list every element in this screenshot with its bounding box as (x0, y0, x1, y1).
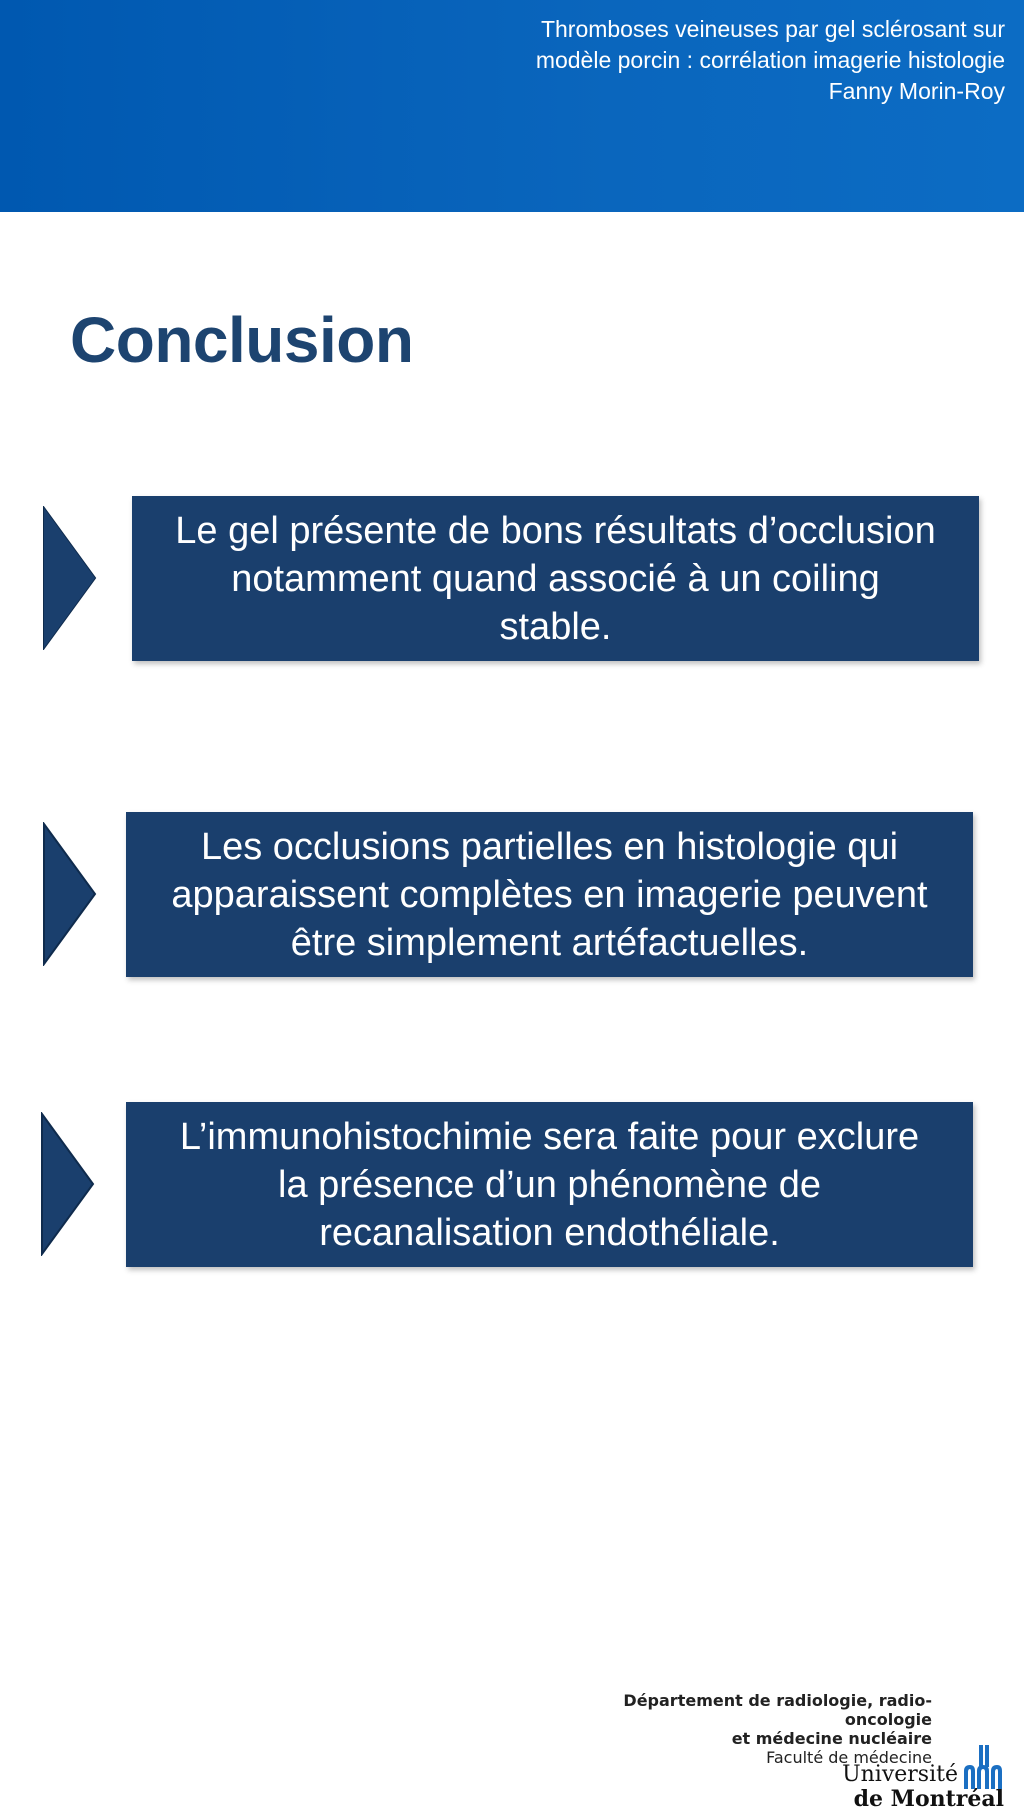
department-line-2: et médecine nucléaire (731, 1729, 932, 1748)
chevron-right-icon (41, 822, 97, 966)
department-info (574, 1691, 932, 1767)
chevron-right-icon (41, 506, 97, 650)
point-3-line-1: L’immunohistochimie sera faite pour exclure (179, 1115, 920, 1158)
conclusion-point-1 (132, 496, 979, 661)
page-title: Conclusion (70, 304, 414, 376)
conclusion-point-2 (126, 812, 973, 977)
point-2-line-2: apparaissent complètes en imagerie peuvent (171, 873, 928, 916)
university-name (842, 1762, 1004, 1812)
point-1-line-1: Le gel présente de bons résultats d’occlusion (175, 509, 936, 552)
university-line-1: Université (842, 1762, 958, 1787)
conclusion-point-3 (126, 1102, 973, 1267)
presentation-header (536, 14, 1005, 107)
header-author: Fanny Morin-Roy (828, 78, 1005, 104)
point-1-line-2: notamment quand associé à un coiling (231, 557, 880, 600)
faculty-name: Faculté de médecine (766, 1748, 932, 1767)
university-logo-icon (962, 1745, 1004, 1789)
point-2-line-3: être simplement artéfactuelles. (290, 921, 809, 964)
point-1-line-3: stable. (499, 605, 612, 648)
point-2-line-1: Les occlusions partielles en histologie qui (200, 825, 899, 868)
university-line-2: de Montréal (853, 1786, 1004, 1812)
header-title-line-2: modèle porcin : corrélation imagerie histologie (535, 47, 1005, 73)
header-banner (0, 0, 1024, 212)
department-line-1: Département de radiologie, radio-oncologie (623, 1691, 932, 1729)
header-title-line-1: Thromboses veineuses par gel sclérosant sur (540, 16, 1005, 42)
point-3-line-3: recanalisation endothéliale. (319, 1211, 780, 1254)
point-3-line-2: la présence d’un phénomène de (278, 1163, 821, 1206)
footer-branding (574, 1685, 1004, 1810)
chevron-right-icon (39, 1112, 95, 1256)
